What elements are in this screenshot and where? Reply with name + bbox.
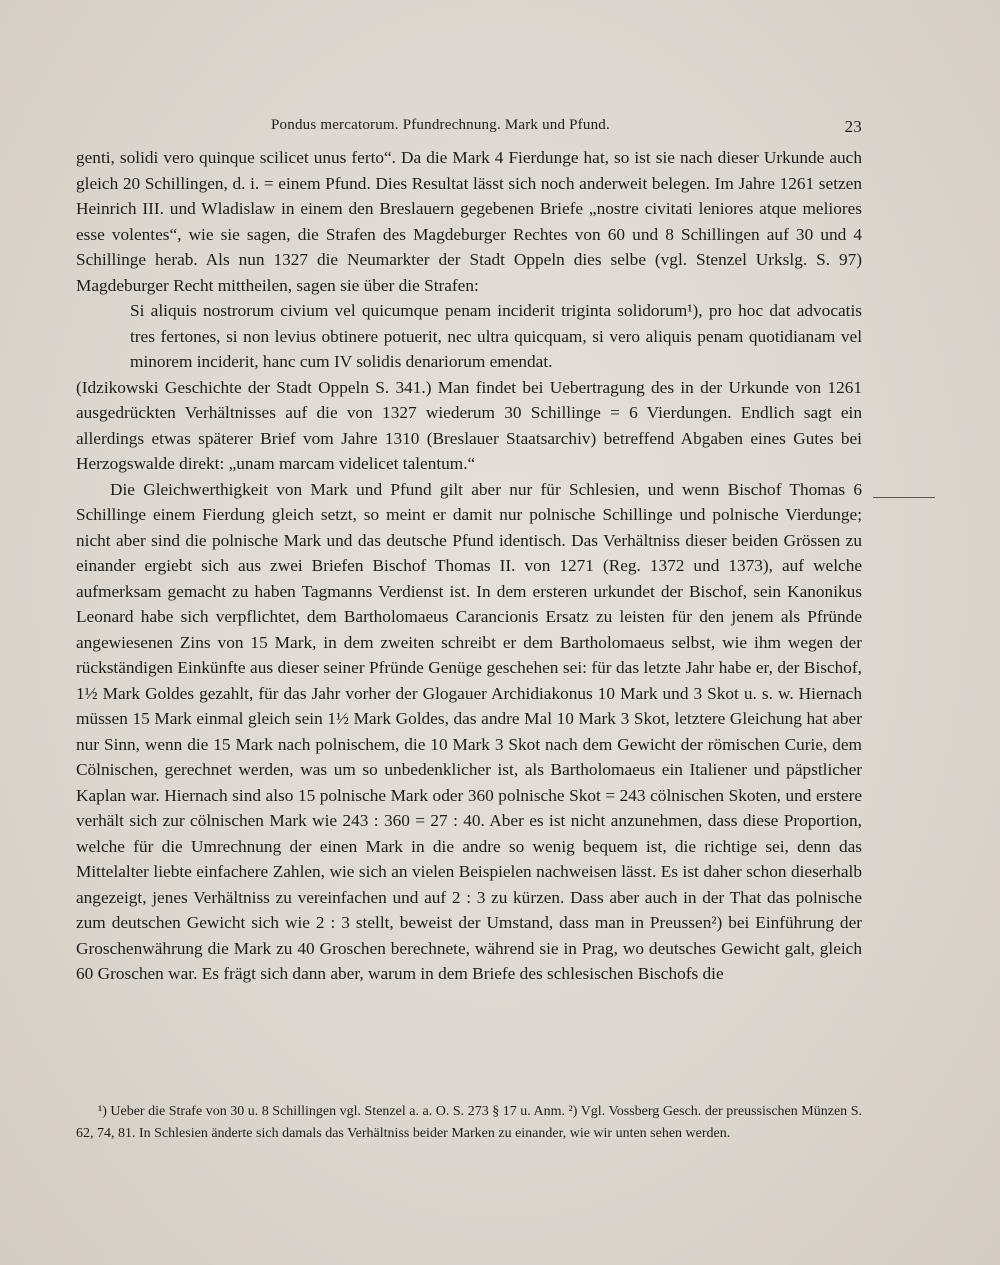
footnote-text: ¹) Ueber die Strafe von 30 u. 8 Schillingen vgl. Stenzel a. a. O. S. 273 § 17 u. Anm. ²) Vgl. Vossberg Gesch. der preussischen Münzen S. 62, 74, 81. In Schlesien änderte sich damals das Verhältniss beider Marken zu einander, wie wir unten sehen werden. [76, 1104, 862, 1141]
page-number: 23 [844, 117, 862, 136]
paragraph-continued: genti, solidi vero quinque scilicet unus ferto“. Da die Mark 4 Fierdunge hat, so ist sie nach dieser Urkunde auch gleich 20 Schillingen, d. i. = einem Pfund. Dies Resultat lässt sich noch anderweit belegen. Im Jahre 1261 setzen Heinrich III. und Wladislaw in einem den Breslauern gegebenen Briefe „nostre civitati leniores atque meliores esse volentes“, wie sie sagen, die Strafen des Magdeburger Rechtes von 60 und 8 Schillingen auf 30 und 4 Schillinge herab. Als nun 1327 die Neumarkter der Stadt Oppeln dies selbe (vgl. Stenzel Urkslg. S. 97) Magdeburger Recht mittheilen, sagen sie über die Strafen: [76, 148, 862, 295]
paragraph: Die Gleichwerthigkeit von Mark und Pfund gilt aber nur für Schlesien, und wenn Bischof Thomas 6 Schillinge einem Fierdung gleich setzt, so meint er damit nur polnische Schillinge und polnische Vierdunge; nicht aber sind die polnische Mark und das deutsche Pfund identisch. Das Verhältniss dieser beiden Grössen zu einander ergiebt sich aus zwei Briefen Bischof Thomas II. von 1271 (Reg. 1372 und 1373), auf welche aufmerksam gemacht zu haben Tagmanns Verdienst ist. In dem ersteren urkundet der Bischof, sein Kanonikus Leonard habe sich verpflichtet, dem Bartholomaeus Carancionis Ersatz zu leisten für den jenem als Pfründe angewiesenen Zins von 15 Mark, in dem zweiten schreibt er dem Bartholomaeus selbst, wie ihm wegen der rückständigen Einkünfte aus dieser seiner Pfründe Genüge geschehen sei: für das letzte Jahr habe er, der Bischof, 1½ Mark Goldes gezahlt, für das Jahr vorher der Glogauer Archidiakonus 10 Mark und 3 Skot u. s. w. Hiernach müssen 15 Mark einmal gleich sein 1½ Mark Goldes, das andre Mal 10 Mark 3 Skot, letztere Gleichung hat aber nur Sinn, wenn die 15 Mark nach polnischem, die 10 Mark 3 Skot nach dem Gewicht der römischen Curie, dem Cölnischen, gerechnet werden, was um so unbedenklicher ist, als Bartholomaeus ein Italiener und päpstlicher Kaplan war. Hiernach sind also 15 polnische Mark oder 360 polnische Skot = 243 cölnischen Skoten, und erstere verhält sich zur cölnischen Mark wie 243 : 360 = 27 : 40. Aber es ist nicht anzunehmen, dass diese Proportion, welche für die Umrechnung der einen Mark in die andre so wenig bequem ist, die richtige sei, denn das Mittelalter liebte einfachere Zahlen, wie sich an vielen Beispielen nachweisen lässt. Es ist daher schon dieserhalb angezeigt, jenes Verhältniss zu vereinfachen und auf 2 : 3 zu kürzen. Dass aber auch in der That das polnische zum deutschen Gewicht sich wie 2 : 3 stellt, beweist der Umstand, dass man in Preussen²) bei Einführung der Groschenwährung die Mark zu 40 Groschen berechnete, während sie in Prag, wo deutsches Gewicht galt, gleich 60 Groschen war. Es frägt sich dann aber, warum in dem Briefe des schlesischen Bischofs die [76, 479, 862, 983]
page-header [76, 117, 862, 139]
margin-rule [873, 497, 935, 498]
paragraph-after-quote: (Idzikowski Geschichte der Stadt Oppeln S. 341.) Man findet bei Uebertragung des in der Urkunde von 1261 ausgedrückten Verhältnisses auf die von 1327 wiederum 30 Schillinge = 6 Vierdungen. Endlich sagt ein allerdings etwas späterer Brief vom Jahre 1310 (Breslauer Staatsarchiv) betreffend Abgaben eines Gutes bei Herzogswalde direkt: „unam marcam videlicet talentum.“ [76, 377, 862, 473]
running-head: Pondus mercatorum. Pfundrechnung. Mark und Pfund. [271, 117, 610, 133]
block-quote: Si aliquis nostrorum civium vel quicumque penam inciderit triginta solidorum¹), pro hoc dat advocatis tres fertones, si non levius obtinere potuerit, nec ultra quicquam, si vero aliquis penam quotidianam vel minorem inciderit, hanc cum IV solidis denariorum emendat. [130, 301, 862, 371]
footnotes [76, 1101, 862, 1145]
main-text [76, 145, 862, 987]
